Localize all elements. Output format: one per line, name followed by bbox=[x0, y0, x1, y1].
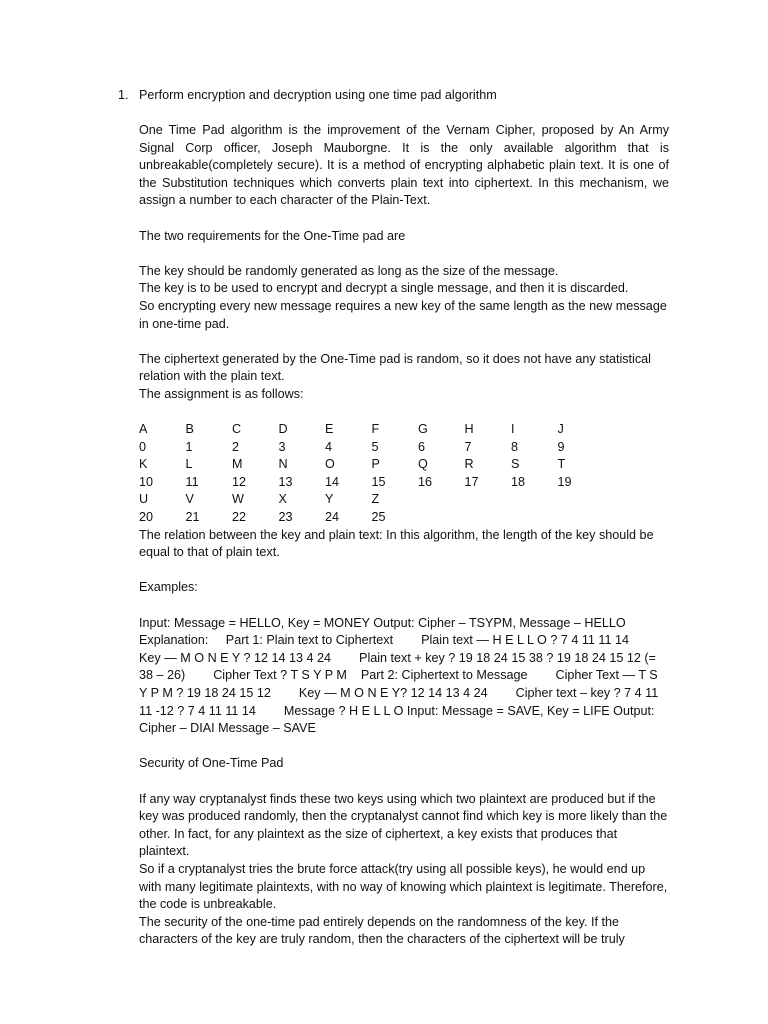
assignment-cell: K bbox=[139, 457, 148, 472]
assignment-row bbox=[139, 474, 604, 492]
assignment-cell: 15 bbox=[371, 474, 386, 489]
relation-paragraph: The relation between the key and plain text: In this algorithm, the length of the key should be equal to that of plain text. bbox=[139, 527, 654, 560]
assignment-cell: 17 bbox=[464, 474, 479, 489]
assignment-cell: D bbox=[278, 422, 288, 437]
assignment-cell: 0 bbox=[139, 439, 147, 454]
requirement-3: So encrypting every new message requires a new key of the same length as the new message in one-time pad. bbox=[139, 298, 667, 331]
assignment-cell: H bbox=[464, 422, 474, 437]
assignment-cell: V bbox=[185, 492, 194, 507]
assignment-cell: 14 bbox=[325, 474, 340, 489]
randomness-paragraph: The ciphertext generated by the One-Time pad is random, so it does not have any statistical relation with the plain text. bbox=[139, 351, 651, 384]
security-heading: Security of One-Time Pad bbox=[139, 756, 284, 771]
requirement-2: The key is to be used to encrypt and decrypt a single message, and then it is discarded. bbox=[139, 281, 629, 296]
assignment-cell: 11 bbox=[185, 474, 199, 489]
assignment-label: The assignment is as follows: bbox=[139, 386, 304, 401]
assignment-cell: 13 bbox=[278, 474, 293, 489]
assignment-cell: 19 bbox=[557, 474, 572, 489]
assignment-cell: R bbox=[464, 457, 474, 472]
assignment-cell: Y bbox=[325, 492, 334, 507]
assignment-cell: B bbox=[185, 422, 194, 437]
assignment-cell: 24 bbox=[325, 510, 340, 525]
assignment-cell: 21 bbox=[185, 510, 200, 525]
assignment-table bbox=[139, 421, 604, 527]
assignment-row bbox=[139, 509, 604, 527]
assignment-cell: X bbox=[278, 492, 287, 507]
assignment-cell bbox=[418, 509, 465, 527]
assignment-cell: A bbox=[139, 422, 148, 437]
assignment-cell: C bbox=[232, 422, 242, 437]
assignment-cell: 16 bbox=[418, 474, 433, 489]
assignment-cell: 4 bbox=[325, 439, 333, 454]
assignment-cell: 7 bbox=[464, 439, 472, 454]
assignment-cell: Q bbox=[418, 457, 428, 472]
assignment-cell: O bbox=[325, 457, 335, 472]
assignment-cell: 9 bbox=[557, 439, 565, 454]
assignment-cell bbox=[465, 509, 512, 527]
assignment-cell: S bbox=[511, 457, 520, 472]
assignment-cell: 12 bbox=[232, 474, 247, 489]
example-text: Input: Message = HELLO, Key = MONEY Output: Cipher – TSYPM, Message – HELLO Explanation: Part 1: Plain text to Ciphertext Plain text — H E L L O ? 7 4 11 11 14 Key — M O N E Y ? 12 14 13 4 24 Plain text + key ? 19 18 24 15 38 ? 19 18 24 15 12 (= 38 – 26) Cipher Text ? T S Y P M Part 2: Ciphertext to Message Cipher Text — T S Y P M ? 19 18 24 15 12 Key — M O N E Y? 12 14 13 4 24 Cipher text – key ? 7 4 11 11 -12 ? 7 4 11 11 14 Message ? H E L L O Input: Message = SAVE, Key = LIFE Output: Cipher – DIAI Message – SAVE bbox=[139, 615, 662, 736]
examples-heading: Examples: bbox=[139, 580, 198, 595]
assignment-cell: W bbox=[232, 492, 244, 507]
assignment-cell bbox=[511, 491, 558, 509]
assignment-cell bbox=[511, 509, 558, 527]
assignment-row bbox=[139, 491, 604, 509]
assignment-row bbox=[139, 456, 604, 474]
assignment-cell: M bbox=[232, 457, 243, 472]
assignment-cell bbox=[465, 491, 512, 509]
document-body bbox=[139, 122, 669, 949]
assignment-cell: G bbox=[418, 422, 428, 437]
assignment-cell bbox=[558, 509, 605, 527]
assignment-cell: U bbox=[139, 492, 149, 507]
assignment-cell: 1 bbox=[185, 439, 193, 454]
assignment-cell: E bbox=[325, 422, 334, 437]
security-paragraph-1: If any way cryptanalyst finds these two keys using which two plaintext are produced but if the key was produced randomly, then the cryptanalyst cannot find which key is more likely than the other. In fact, for any plaintext as the size of ciphertext, a key exists that produces that plaintext. bbox=[139, 791, 668, 859]
requirement-1: The key should be randomly generated as long as the size of the message. bbox=[139, 263, 559, 278]
item-heading: Perform encryption and decryption using one time pad algorithm bbox=[139, 88, 497, 102]
assignment-cell: T bbox=[557, 457, 566, 472]
security-paragraph-3: The security of the one-time pad entirely depends on the randomness of the key. If the characters of the key are truly random, then the characters of the ciphertext will be truly bbox=[139, 914, 625, 947]
assignment-cell: Z bbox=[371, 492, 380, 507]
requirements-heading: The two requirements for the One-Time pad are bbox=[139, 228, 406, 243]
assignment-cell: 10 bbox=[139, 474, 154, 489]
assignment-cell: 18 bbox=[511, 474, 526, 489]
assignment-cell: I bbox=[511, 422, 515, 437]
assignment-cell: 3 bbox=[278, 439, 286, 454]
assignment-cell: L bbox=[185, 457, 193, 472]
assignment-cell: P bbox=[371, 457, 380, 472]
assignment-cell: F bbox=[371, 422, 380, 437]
assignment-cell: 2 bbox=[232, 439, 240, 454]
assignment-cell bbox=[418, 491, 465, 509]
assignment-cell: 8 bbox=[511, 439, 519, 454]
assignment-cell: 25 bbox=[371, 510, 386, 525]
intro-paragraph: One Time Pad algorithm is the improvement of the Vernam Cipher, proposed by An Army Signal Corp officer, Joseph Mauborgne. It is the only available algorithm that is unbreakable(completely secure). It is a method of encrypting alphabetic plain text. It is one of the Substitution techniques which converts plain text into ciphertext. In this mechanism, we assign a number to each character of the Plain-Text. bbox=[139, 123, 669, 208]
assignment-cell: 5 bbox=[371, 439, 379, 454]
assignment-cell bbox=[558, 491, 605, 509]
assignment-cell: 23 bbox=[278, 510, 293, 525]
assignment-cell: J bbox=[557, 422, 564, 437]
item-number: 1. bbox=[118, 88, 129, 102]
assignment-cell: 6 bbox=[418, 439, 426, 454]
assignment-cell: N bbox=[278, 457, 288, 472]
assignment-row bbox=[139, 421, 604, 439]
assignment-cell: 20 bbox=[139, 510, 154, 525]
security-paragraph-2: So if a cryptanalyst tries the brute force attack(try using all possible keys), he would end up with many legitimate plaintexts, with no way of knowing which plaintext is legitimate. Therefore, the code is unbreakable. bbox=[139, 861, 668, 912]
assignment-cell: 22 bbox=[232, 510, 247, 525]
assignment-row bbox=[139, 439, 604, 457]
